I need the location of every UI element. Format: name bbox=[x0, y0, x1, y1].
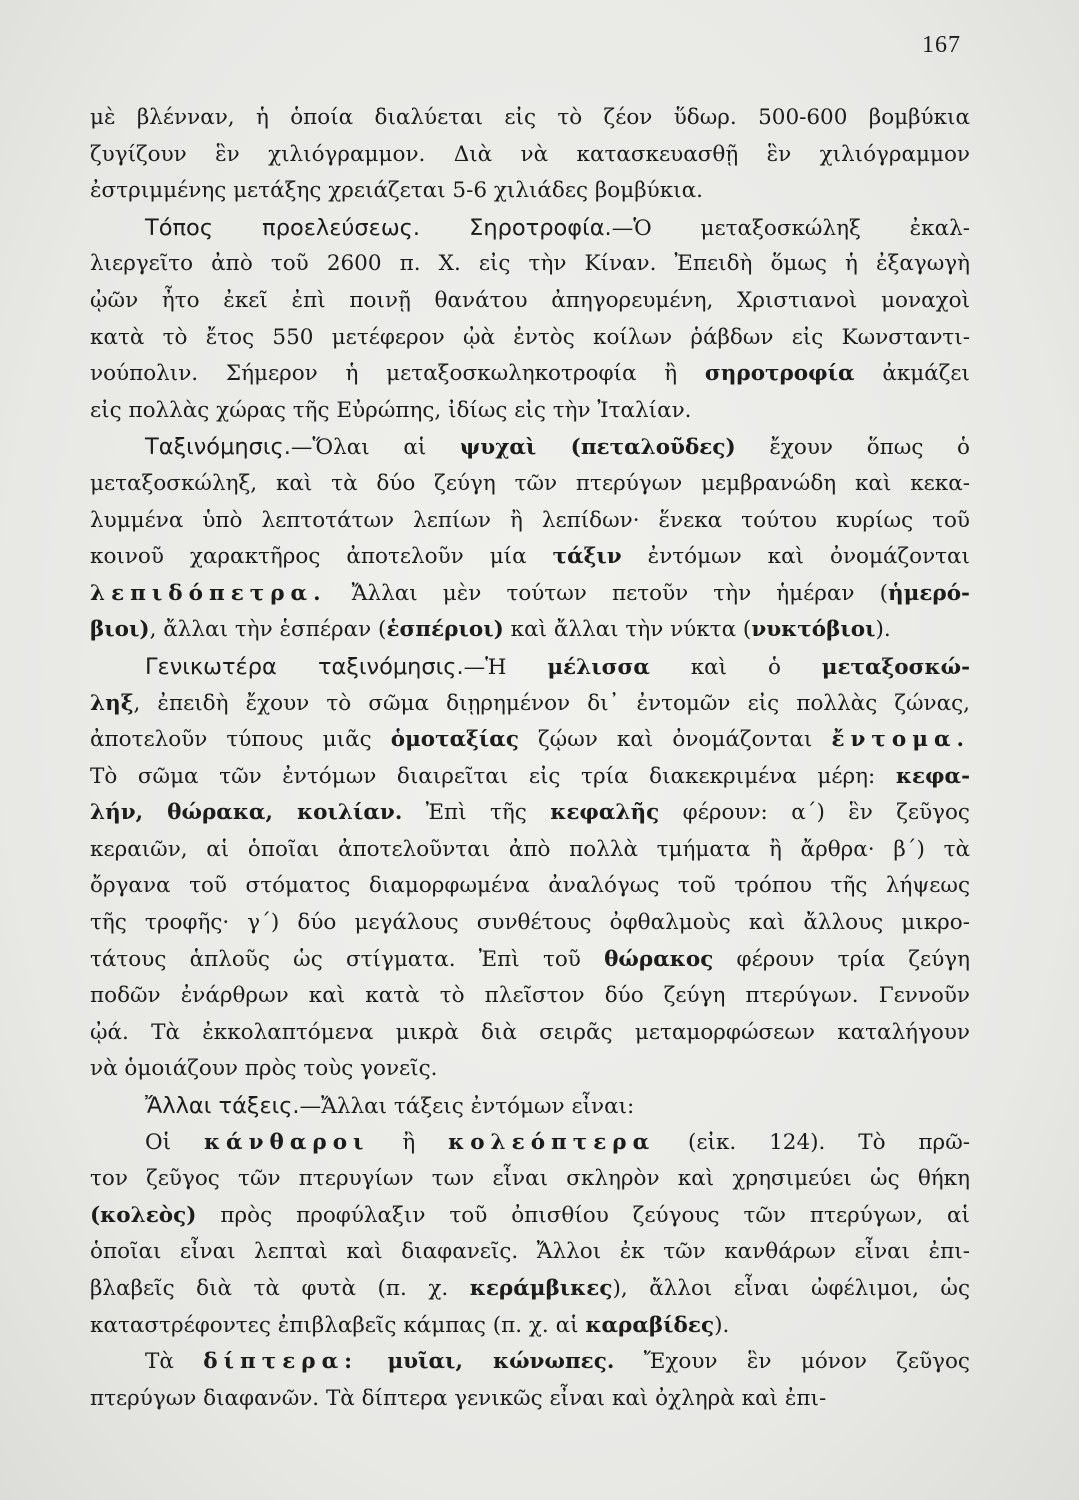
emphasized-term: κεφα- bbox=[895, 763, 970, 789]
emphasized-term: ἑσπέριοι) bbox=[386, 617, 504, 643]
text-line bbox=[90, 1015, 970, 1052]
emphasized-term: (κολεὸς) bbox=[90, 1202, 197, 1228]
text-run: ζῴων καὶ ὀνομάζονται bbox=[518, 727, 832, 753]
emphasized-term: σηροτροφία bbox=[704, 361, 855, 387]
text-run bbox=[358, 1349, 387, 1374]
text-run: Ἔχουν ἓν μόνον ζεῦγος bbox=[614, 1349, 970, 1375]
text-line bbox=[90, 832, 970, 869]
text-run: τάτους ἁπλοῦς ὡς στίγματα. Ἐπὶ τοῦ bbox=[90, 946, 605, 972]
emphasized-term: δίπτερα: bbox=[203, 1349, 359, 1375]
text-run: ἔχουν ὅπως ὁ bbox=[735, 435, 970, 461]
text-run: πτερύγων διαφανῶν. Τὰ δίπτερα γενικῶς εἶναι καὶ ὀχληρὰ καὶ ἐπι- bbox=[90, 1385, 827, 1411]
emphasized-term: ἔντομα. bbox=[831, 727, 970, 753]
emphasized-term: ψυχαὶ (πεταλοῦδες) bbox=[460, 435, 736, 461]
text-run: , ἐπειδὴ ἔχουν τὸ σῶμα διῃρημένον δι᾿ ἐντομῶν εἰς πολλὰς ζώνας, bbox=[133, 690, 970, 716]
text-run: ). bbox=[714, 1312, 730, 1338]
text-line bbox=[90, 210, 970, 247]
text-run: Ἐπὶ τῆς bbox=[402, 800, 551, 826]
emphasized-term: καραβίδες bbox=[585, 1312, 715, 1338]
emphasized-term: τάξιν bbox=[552, 544, 622, 570]
text-line bbox=[90, 1125, 970, 1162]
text-line bbox=[90, 576, 970, 613]
text-run: τον ζεῦγος τῶν πτερυγίων των εἶναι σκληρὸν καὶ χρησιμεύει ὡς θήκη bbox=[90, 1166, 970, 1192]
text-run: Οἱ bbox=[145, 1129, 204, 1155]
text-run: κοινοῦ χαρακτῆρος ἀποτελοῦν μία bbox=[90, 544, 553, 570]
text-line bbox=[90, 649, 970, 686]
text-line bbox=[90, 722, 970, 759]
text-line bbox=[90, 686, 970, 723]
text-line bbox=[90, 466, 970, 503]
text-run: καὶ ὁ bbox=[649, 654, 822, 680]
text-line bbox=[90, 1308, 970, 1345]
text-line bbox=[90, 1271, 970, 1308]
text-line bbox=[90, 1088, 970, 1125]
text-line bbox=[90, 356, 970, 393]
text-line bbox=[90, 320, 970, 357]
text-line bbox=[90, 100, 970, 137]
text-run: Τὰ bbox=[145, 1349, 204, 1375]
emphasized-term: βιοι) bbox=[90, 617, 150, 643]
page-number: 167 bbox=[922, 32, 961, 58]
text-run: νὰ ὁμοιάζουν πρὸς τοὺς γονεῖς. bbox=[90, 1056, 438, 1082]
text-line bbox=[90, 942, 970, 979]
text-line bbox=[90, 612, 970, 649]
text-run: —Ἄλλαι τάξεις ἐντόμων εἶναι: bbox=[299, 1094, 635, 1120]
emphasized-term: ἡμερό- bbox=[887, 580, 970, 606]
text-line bbox=[90, 393, 970, 430]
text-run: βλαβεῖς διὰ τὰ φυτὰ (π. χ. bbox=[90, 1276, 470, 1301]
text-line bbox=[90, 137, 970, 174]
text-run: ). bbox=[875, 617, 891, 643]
text-run: Ἄλλαι μὲν τούτων πετοῦν τὴν ἡμέραν ( bbox=[326, 580, 888, 606]
emphasized-term: μυῖαι, κώνωπες. bbox=[387, 1349, 615, 1375]
text-run: τῆς τροφῆς· γ΄) δύο μεγάλους συνθέτους ὀφθαλμοὺς καὶ ἄλλους μικρο- bbox=[90, 910, 970, 936]
section-heading: Γενικωτέρα ταξινόμησις. bbox=[145, 653, 464, 680]
emphasized-term: μεταξοσκώ- bbox=[821, 654, 970, 680]
text-line bbox=[90, 1051, 970, 1088]
section-heading: Τόπος προελεύσεως. Σηροτροφία. bbox=[145, 214, 612, 241]
text-run: πρὸς προφύλαξιν τοῦ ὀπισθίου ζεύγους τῶν πτερύγων, αἱ bbox=[196, 1202, 970, 1228]
text-run: κεραιῶν, αἱ ὁποῖαι ἀποτελοῦνται ἀπὸ πολλὰ τμήματα ἢ ἄρθρα· β΄) τὰ bbox=[90, 836, 970, 862]
text-line bbox=[90, 1198, 970, 1235]
emphasized-term: λεπιδόπετρα. bbox=[90, 580, 327, 606]
text-line bbox=[90, 759, 970, 796]
text-line bbox=[90, 503, 970, 540]
text-run: , ἄλλαι τὴν ἑσπέραν ( bbox=[149, 617, 387, 643]
text-line bbox=[90, 283, 970, 320]
text-run: νούπολιν. Σήμερον ἡ μεταξοσκωληκοτροφία ἢ bbox=[90, 361, 705, 387]
text-run: λυμμένα ὑπὸ λεπτοτάτων λεπίων ἢ λεπίδων· ἕνεκα τούτου κυρίως τοῦ bbox=[90, 507, 970, 533]
section-heading: Ἄλλαι τάξεις. bbox=[145, 1093, 300, 1120]
emphasized-term: κολεόπτερα bbox=[448, 1129, 656, 1155]
text-run: κατὰ τὸ ἔτος 550 μετέφερον ᾠὰ ἐντὸς κοίλων ῥάβδων εἰς Κωνσταντι- bbox=[90, 324, 970, 350]
text-line bbox=[90, 1344, 970, 1381]
text-line bbox=[90, 246, 970, 283]
emphasized-term: κεφαλῆς bbox=[550, 800, 660, 826]
emphasized-term: κάνθαροι bbox=[203, 1129, 370, 1155]
body-text bbox=[90, 100, 970, 1417]
text-run: μεταξοσκώληξ, καὶ τὰ δύο ζεύγη τῶν πτερύγων μεμβρανώδη καὶ κεκα- bbox=[90, 470, 970, 496]
text-line bbox=[90, 795, 970, 832]
emphasized-term: νυκτόβιοι bbox=[751, 617, 876, 643]
text-line bbox=[90, 429, 970, 466]
text-run: —Ὁ μεταξοσκώληξ ἐκαλ- bbox=[611, 215, 970, 241]
emphasized-term: ληξ bbox=[90, 690, 134, 716]
text-line bbox=[90, 1234, 970, 1271]
text-run: ᾠῶν ἦτο ἐκεῖ ἐπὶ ποινῇ θανάτου ἀπηγορευμένη, Χριστιανοὶ μοναχοὶ bbox=[90, 287, 970, 313]
text-run: φέρουν τρία ζεύγη bbox=[713, 946, 970, 972]
text-run: ὄργανα τοῦ στόματος διαμορφωμένα ἀναλόγως τοῦ τρόπου τῆς λήψεως bbox=[90, 873, 970, 899]
text-run: ), ἄλλοι εἶναι ὠφέλιμοι, ὡς bbox=[612, 1276, 970, 1301]
text-line bbox=[90, 1161, 970, 1198]
text-run: ζυγίζουν ἓν χιλιόγραμμον. Διὰ νὰ κατασκευασθῇ ἓν χιλιόγραμμον bbox=[90, 141, 970, 167]
text-line bbox=[90, 868, 970, 905]
text-run: ποδῶν ἐνάρθρων καὶ κατὰ τὸ πλεῖστον δύο ζεύγη πτερύγων. Γεννοῦν bbox=[90, 983, 970, 1009]
text-line bbox=[90, 173, 970, 210]
text-run: καὶ ἄλλαι τὴν νύκτα ( bbox=[503, 617, 752, 643]
emphasized-term: κεράμβικες bbox=[469, 1276, 613, 1301]
text-line bbox=[90, 905, 970, 942]
emphasized-term: ὁμοταξίας bbox=[390, 727, 519, 753]
text-run: εἰς πολλὰς χώρας τῆς Εὐρώπης, ἰδίως εἰς τὴν Ἰταλίαν. bbox=[90, 397, 692, 423]
text-run: καταστρέφοντες ἐπιβλαβεῖς κάμπας (π. χ. αἱ bbox=[90, 1312, 586, 1338]
text-line bbox=[90, 539, 970, 576]
text-run: ὁποῖαι εἶναι λεπταὶ καὶ διαφανεῖς. Ἄλλοι ἐκ τῶν κανθάρων εἶναι ἐπι- bbox=[90, 1239, 970, 1265]
text-run: ἐστριμμένης μετάξης χρειάζεται 5-6 χιλιάδες βομβύκια. bbox=[90, 178, 703, 204]
text-run: λιεργεῖτο ἀπὸ τοῦ 2600 π. Χ. εἰς τὴν Κίναν. Ἐπειδὴ ὅμως ἡ ἐξαγωγὴ bbox=[90, 251, 970, 277]
text-run: ἀποτελοῦν τύπους μιᾶς bbox=[90, 727, 391, 753]
text-run: ἢ bbox=[369, 1129, 449, 1155]
text-run: ᾠά. Τὰ ἐκκολαπτόμενα μικρὰ διὰ σειρᾶς μεταμορφώσεων καταλήγουν bbox=[90, 1019, 970, 1045]
text-run: φέρουν: α΄) ἓν ζεῦγος bbox=[659, 800, 970, 826]
text-run: (εἰκ. 124). Τὸ πρῶ- bbox=[655, 1129, 970, 1155]
section-heading: Ταξινόμησις. bbox=[145, 434, 291, 461]
text-run: —Ἡ bbox=[463, 654, 548, 680]
emphasized-term: λήν, θώρακα, κοιλίαν. bbox=[90, 800, 403, 826]
text-run: μὲ βλένναν, ἡ ὁποία διαλύεται εἰς τὸ ζέον ὕδωρ. 500-600 βομβύκια bbox=[90, 105, 970, 130]
emphasized-term: μέλισσα bbox=[547, 654, 650, 680]
text-run: Τὸ σῶμα τῶν ἐντόμων διαιρεῖται εἰς τρία διακεκριμένα μέρη: bbox=[90, 763, 896, 789]
text-run: —Ὅλαι αἱ bbox=[290, 435, 461, 461]
text-run: ἀκμάζει bbox=[854, 361, 970, 387]
text-line bbox=[90, 978, 970, 1015]
emphasized-term: θώρακος bbox=[604, 946, 714, 972]
text-line bbox=[90, 1381, 970, 1418]
text-run: ἐντόμων καὶ ὀνομάζονται bbox=[621, 544, 970, 570]
